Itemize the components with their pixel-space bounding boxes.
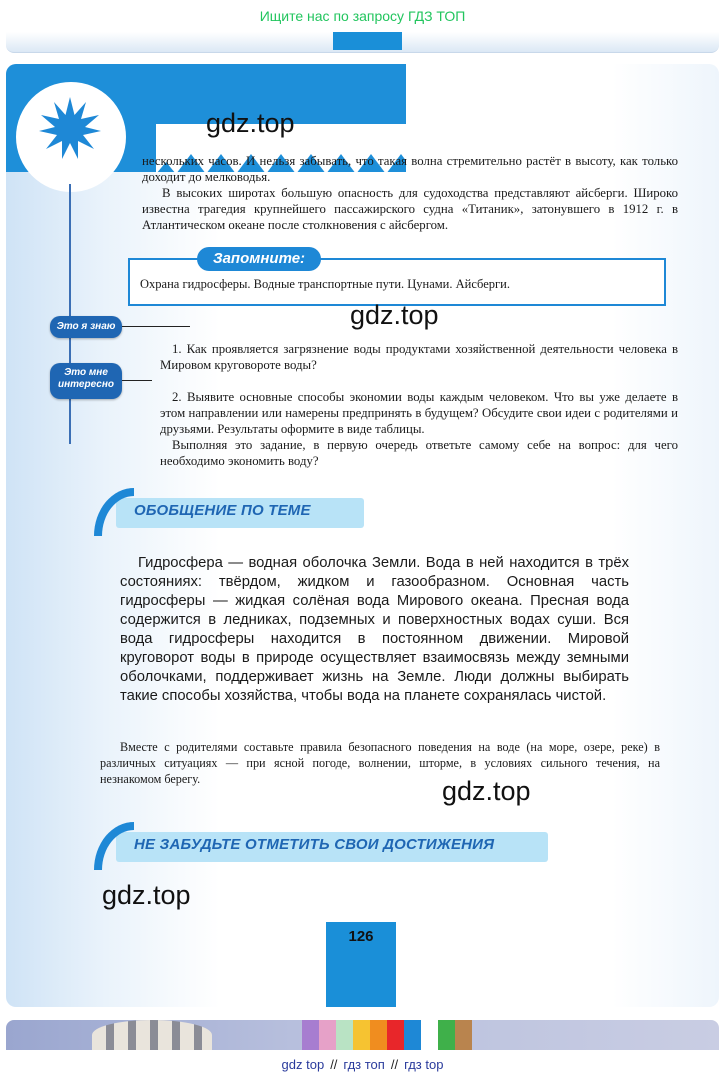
color-swatch	[302, 1020, 319, 1050]
color-swatch	[370, 1020, 387, 1050]
textbook-page	[6, 64, 719, 1007]
color-swatch	[387, 1020, 404, 1050]
question-2	[160, 389, 678, 469]
side-label-known: Это я знаю	[50, 316, 122, 338]
summary-text: Гидросфера — водная оболочка Земли. Вода в ней находится в трёх состояниях: твёрдом, жидком и газообразном. Основная часть гидросферы — жидкая солёная вода Мирового океана. Пресная вода содержится в ледниках, подземных и поверхностных водах суши. Вся вода гидросферы находится в постоянном движении. Мировой круговорот воды в природе осуществляет взаимосвязь между земными оболочками, поддерживает жизнь на Земле. Люди должны выбирать такие способы хозяйства, чтобы вода на планете сохранялась чистой.	[120, 555, 629, 704]
watermark: gdz.top	[442, 776, 531, 806]
top-banner[interactable]: Ищите нас по запросу ГДЗ ТОП	[259, 8, 466, 24]
color-swatch	[438, 1020, 455, 1050]
intro-paragraph: В высоких широтах большую опасность для судоходства представляют айсберги. Широко известна трагедия крупнейшего пассажирского судна «Титаник», затонувшего в 1912 г. в Атлантическом океане после столкновения с айсбергом.	[142, 186, 678, 232]
watermark: gdz.top	[350, 300, 439, 330]
footer-separator: //	[330, 1057, 338, 1072]
question-text: 1. Как проявляется загрязнение воды продуктами хозяйственной деятельности человека в Мировом круговороте воды?	[160, 342, 678, 372]
previous-page-tab	[333, 32, 402, 50]
intro-text	[142, 153, 678, 233]
section-title: НЕ ЗАБУДЬТЕ ОТМЕТИТЬ СВОИ ДОСТИЖЕНИЯ	[134, 836, 495, 853]
color-swatch	[455, 1020, 472, 1050]
color-swatch	[353, 1020, 370, 1050]
side-label-line: Это мне	[64, 367, 108, 378]
color-swatch	[336, 1020, 353, 1050]
question-text: 2. Выявите основные способы экономии воды каждым человеком. Что вы уже делаете в этом направлении или намерены предпринять в будущем? Обсудите свои идеи с родителями и друзьями. Результаты оформите в виде таблицы.	[160, 390, 678, 436]
section-summary-heading	[94, 488, 554, 536]
color-swatch	[319, 1020, 336, 1050]
pointer-line	[122, 380, 152, 381]
side-label-line: интересно	[58, 379, 114, 390]
pointer-line	[122, 326, 190, 327]
footer-link[interactable]: гдз top	[404, 1057, 444, 1072]
star-icon	[39, 97, 101, 159]
question-text: Выполняя это задание, в первую очередь ответьте самому себе на вопрос: для чего необходимо экономить воду?	[160, 438, 678, 468]
balloon-image	[92, 1020, 212, 1050]
next-page-preview	[6, 1020, 719, 1050]
question-1	[160, 341, 678, 373]
remember-text: Охрана гидросферы. Водные транспортные пути. Цунами. Айсберги.	[140, 277, 510, 291]
remember-label: Запомните:	[197, 247, 321, 271]
color-swatch	[404, 1020, 421, 1050]
footer-separator: //	[390, 1057, 399, 1072]
color-swatch	[421, 1020, 438, 1050]
side-label-interesting	[50, 363, 122, 399]
intro-paragraph: нескольких часов. И нельзя забывать, что такая волна стремительно растёт в высоту, как только доходит до мелководья.	[142, 154, 678, 184]
task-text: Вместе с родителями составьте правила безопасного поведения на воде (на море, озере, реке) в различных ситуациях — при ясной погоде, волнении, шторме, в условиях сильного течения, на незнакомом берегу.	[100, 740, 660, 786]
footer-link[interactable]: gdz top	[281, 1057, 325, 1072]
footer-link[interactable]: гдз топ	[343, 1057, 385, 1072]
section-achievements-heading	[94, 822, 554, 870]
watermark: gdz.top	[206, 108, 295, 138]
page-number: 126	[348, 928, 374, 945]
timeline-line	[69, 184, 71, 444]
section-arc	[94, 822, 134, 870]
watermark: gdz.top	[102, 880, 191, 910]
footer-links	[0, 1052, 725, 1078]
section-title: ОБОБЩЕНИЕ ПО ТЕМЕ	[134, 502, 311, 519]
section-arc	[94, 488, 134, 536]
